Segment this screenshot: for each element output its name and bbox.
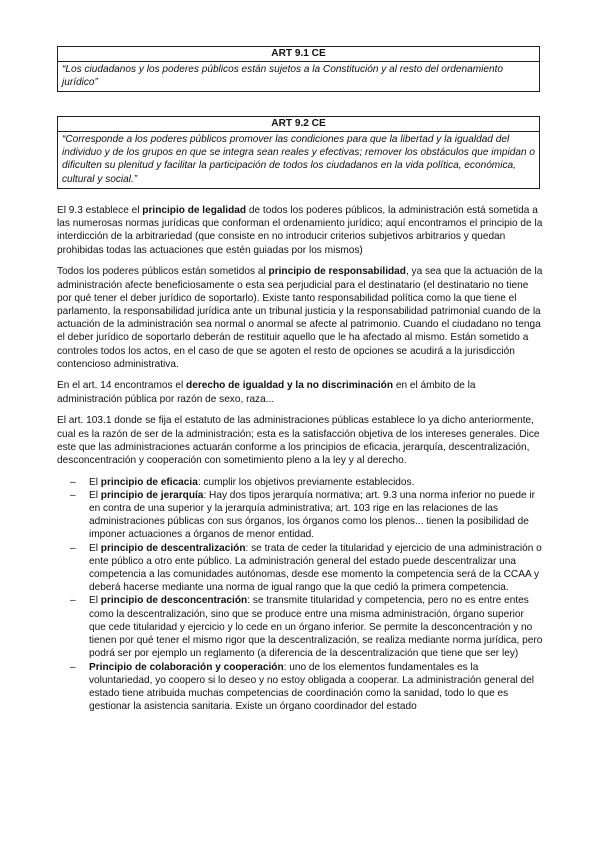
paragraph-legalidad: [57, 204, 543, 257]
list-item-jerarquia: [57, 489, 543, 542]
paragraph-responsabilidad: [57, 265, 543, 371]
list-text: : cumplir los objetivos previamente establecidos.: [197, 476, 415, 488]
art-9-2-quote: “Corresponde a los poderes públicos promover las condiciones para que la libertad y la igualdad del individuo y de los grupos en que se integra sean reales y efectivas; remover los obstáculos que impidan o dificulten su plenitud y facilitar la participación de todos los ciudadanos en la vida política, económica, cultural y social.”: [62, 134, 535, 185]
art-9-1-quote: “Los ciudadanos y los poderes públicos están sujetos a la Constitución y al resto del ordenamiento jurídico”: [62, 64, 504, 89]
paragraph-text: Todos los poderes públicos están sometidos al: [57, 266, 269, 278]
list-term: principio de jerarquía: [100, 489, 204, 501]
list-term: principio de desconcentración: [100, 595, 248, 607]
dash-bullet: –: [70, 476, 76, 488]
paragraph-text: En el art. 14 encontramos el: [57, 380, 187, 392]
dash-bullet: –: [70, 661, 76, 673]
list-term: principio de eficacia: [100, 476, 198, 488]
list-item-eficacia: [57, 476, 543, 489]
paragraph-text: El 9.3 establece el: [57, 205, 143, 216]
list-text: El: [89, 595, 101, 607]
dash-bullet: –: [70, 595, 76, 607]
dash-bullet: –: [70, 489, 76, 501]
list-term: Principio de colaboración y cooperación: [89, 661, 284, 673]
list-text: El: [89, 542, 101, 554]
list-text: : se transmite titularidad y competencia, pero no es entre entes como la descentralización, sino que se produce entre una misma administración, órgano superior que cede titularidad y ejercicio y lo cede en un órgano inferior. Se permite la desconcentración y no tienen por qué tener el mismo rigor que la descentralización, se realiza mediante norma jurídica, pero podrá ser por ejemplo un reglamento (a diferencia de la descentralización que tiene que ser ley): [89, 595, 543, 660]
list-term: principio de descentralización: [100, 542, 246, 554]
dash-bullet: –: [70, 542, 76, 554]
paragraph-text: de todos los poderes públicos, la administración está sometida a las numerosas normas jurídicas que conforman el ordenamiento jurídico; aquí encontramos el principio de la interdicción de la arbitrariedad (que consiste en no introducir criterios subjetivos arbitrarios y quedan prohibidas todas las actuaciones que estén guiadas por los mismos): [57, 205, 543, 256]
paragraph-art-103: El art. 103.1 donde se fija el estatuto de las administraciones públicas establece lo ya dicho anteriormente, cual es la razón de ser de la administración; esta es la satisfacción objetiva de los intereses generales. Dice este que las administraciones actuarán conforme a los principios de eficacia, jerarquía, descentralización, desconcentración y cooperación con sometimiento pleno a la ley y al derecho.: [57, 415, 540, 466]
art-9-1-box: [57, 46, 540, 92]
principles-list: [57, 476, 543, 714]
art-9-2-title: ART 9.2 CE: [58, 117, 539, 132]
term-derecho-igualdad: derecho de igualdad y la no discriminación: [186, 380, 394, 392]
list-item-desconcentracion: [57, 594, 543, 660]
list-text: El: [89, 489, 101, 501]
term-principio-responsabilidad: principio de responsabilidad: [268, 266, 406, 278]
paragraph-text: en el ámbito de la administración pública por razón de sexo, raza...: [57, 380, 476, 405]
list-item-colaboracion: [57, 661, 543, 714]
paragraph-text: , ya sea que la actuación de la administración afecte beneficiosamente o esta sea perjudicial para el destinatario (el destinatario no tiene por qué tener el deber jurídico de soportarlo). Existe tanto responsabilidad política como la que tiene el parlamento, la responsabilidad jurídica ante un tribunal justicia y la responsabilidad patrimonial cuando de la actuación de la administración sea normal o anormal se afecte al patrimonio. Cuando el ciudadano no tenga el deber jurídico de soportarlo deberán de restituir aquello que le ha afectado al mismo. Están sometido a controles todos los actos, en el caso de que se agoten el resto de opciones se acudirá a la jurisdicción contencioso administrativa.: [57, 266, 543, 370]
document-body: [57, 204, 543, 713]
paragraph-igualdad: [57, 379, 543, 405]
list-item-descentralizacion: [57, 542, 543, 595]
list-text: El: [89, 476, 101, 488]
art-9-2-box: [57, 116, 540, 189]
art-9-1-title: ART 9.1 CE: [58, 47, 539, 62]
list-text: : se trata de ceder la titularidad y ejercicio de una administración o ente público a otro ente público. La administración general del estado puede descentralizar una competencia a las comunidades autónomas, desde ese momento la competencia será de la CCAA y deberá hacerse mediante una norma de igual rango que la que cedió la primera competencia.: [89, 542, 542, 594]
list-text: : uno de los elementos fundamentales es la voluntariedad, yo coopero si lo deseo y no estoy obligada a cooperar. La administración general del estado tiene atribuida muchas competencias de coordinación como la sanidad, todo lo que es gestionar la asistencia sanitaria. Existe un órgano coordinador del estado: [89, 661, 534, 713]
list-text: : Hay dos tipos jerarquía normativa; art. 9.3 una norma inferior no puede ir en contra de una superior y la jerarquía administrativa; art. 103 rige en las relaciones de las administraciones públicas con sus órganos, los órganos como los plenos... tienen la posibilidad de imponer actuaciones a órganos de menor entidad.: [89, 489, 536, 541]
term-principio-legalidad: principio de legalidad: [142, 205, 247, 216]
